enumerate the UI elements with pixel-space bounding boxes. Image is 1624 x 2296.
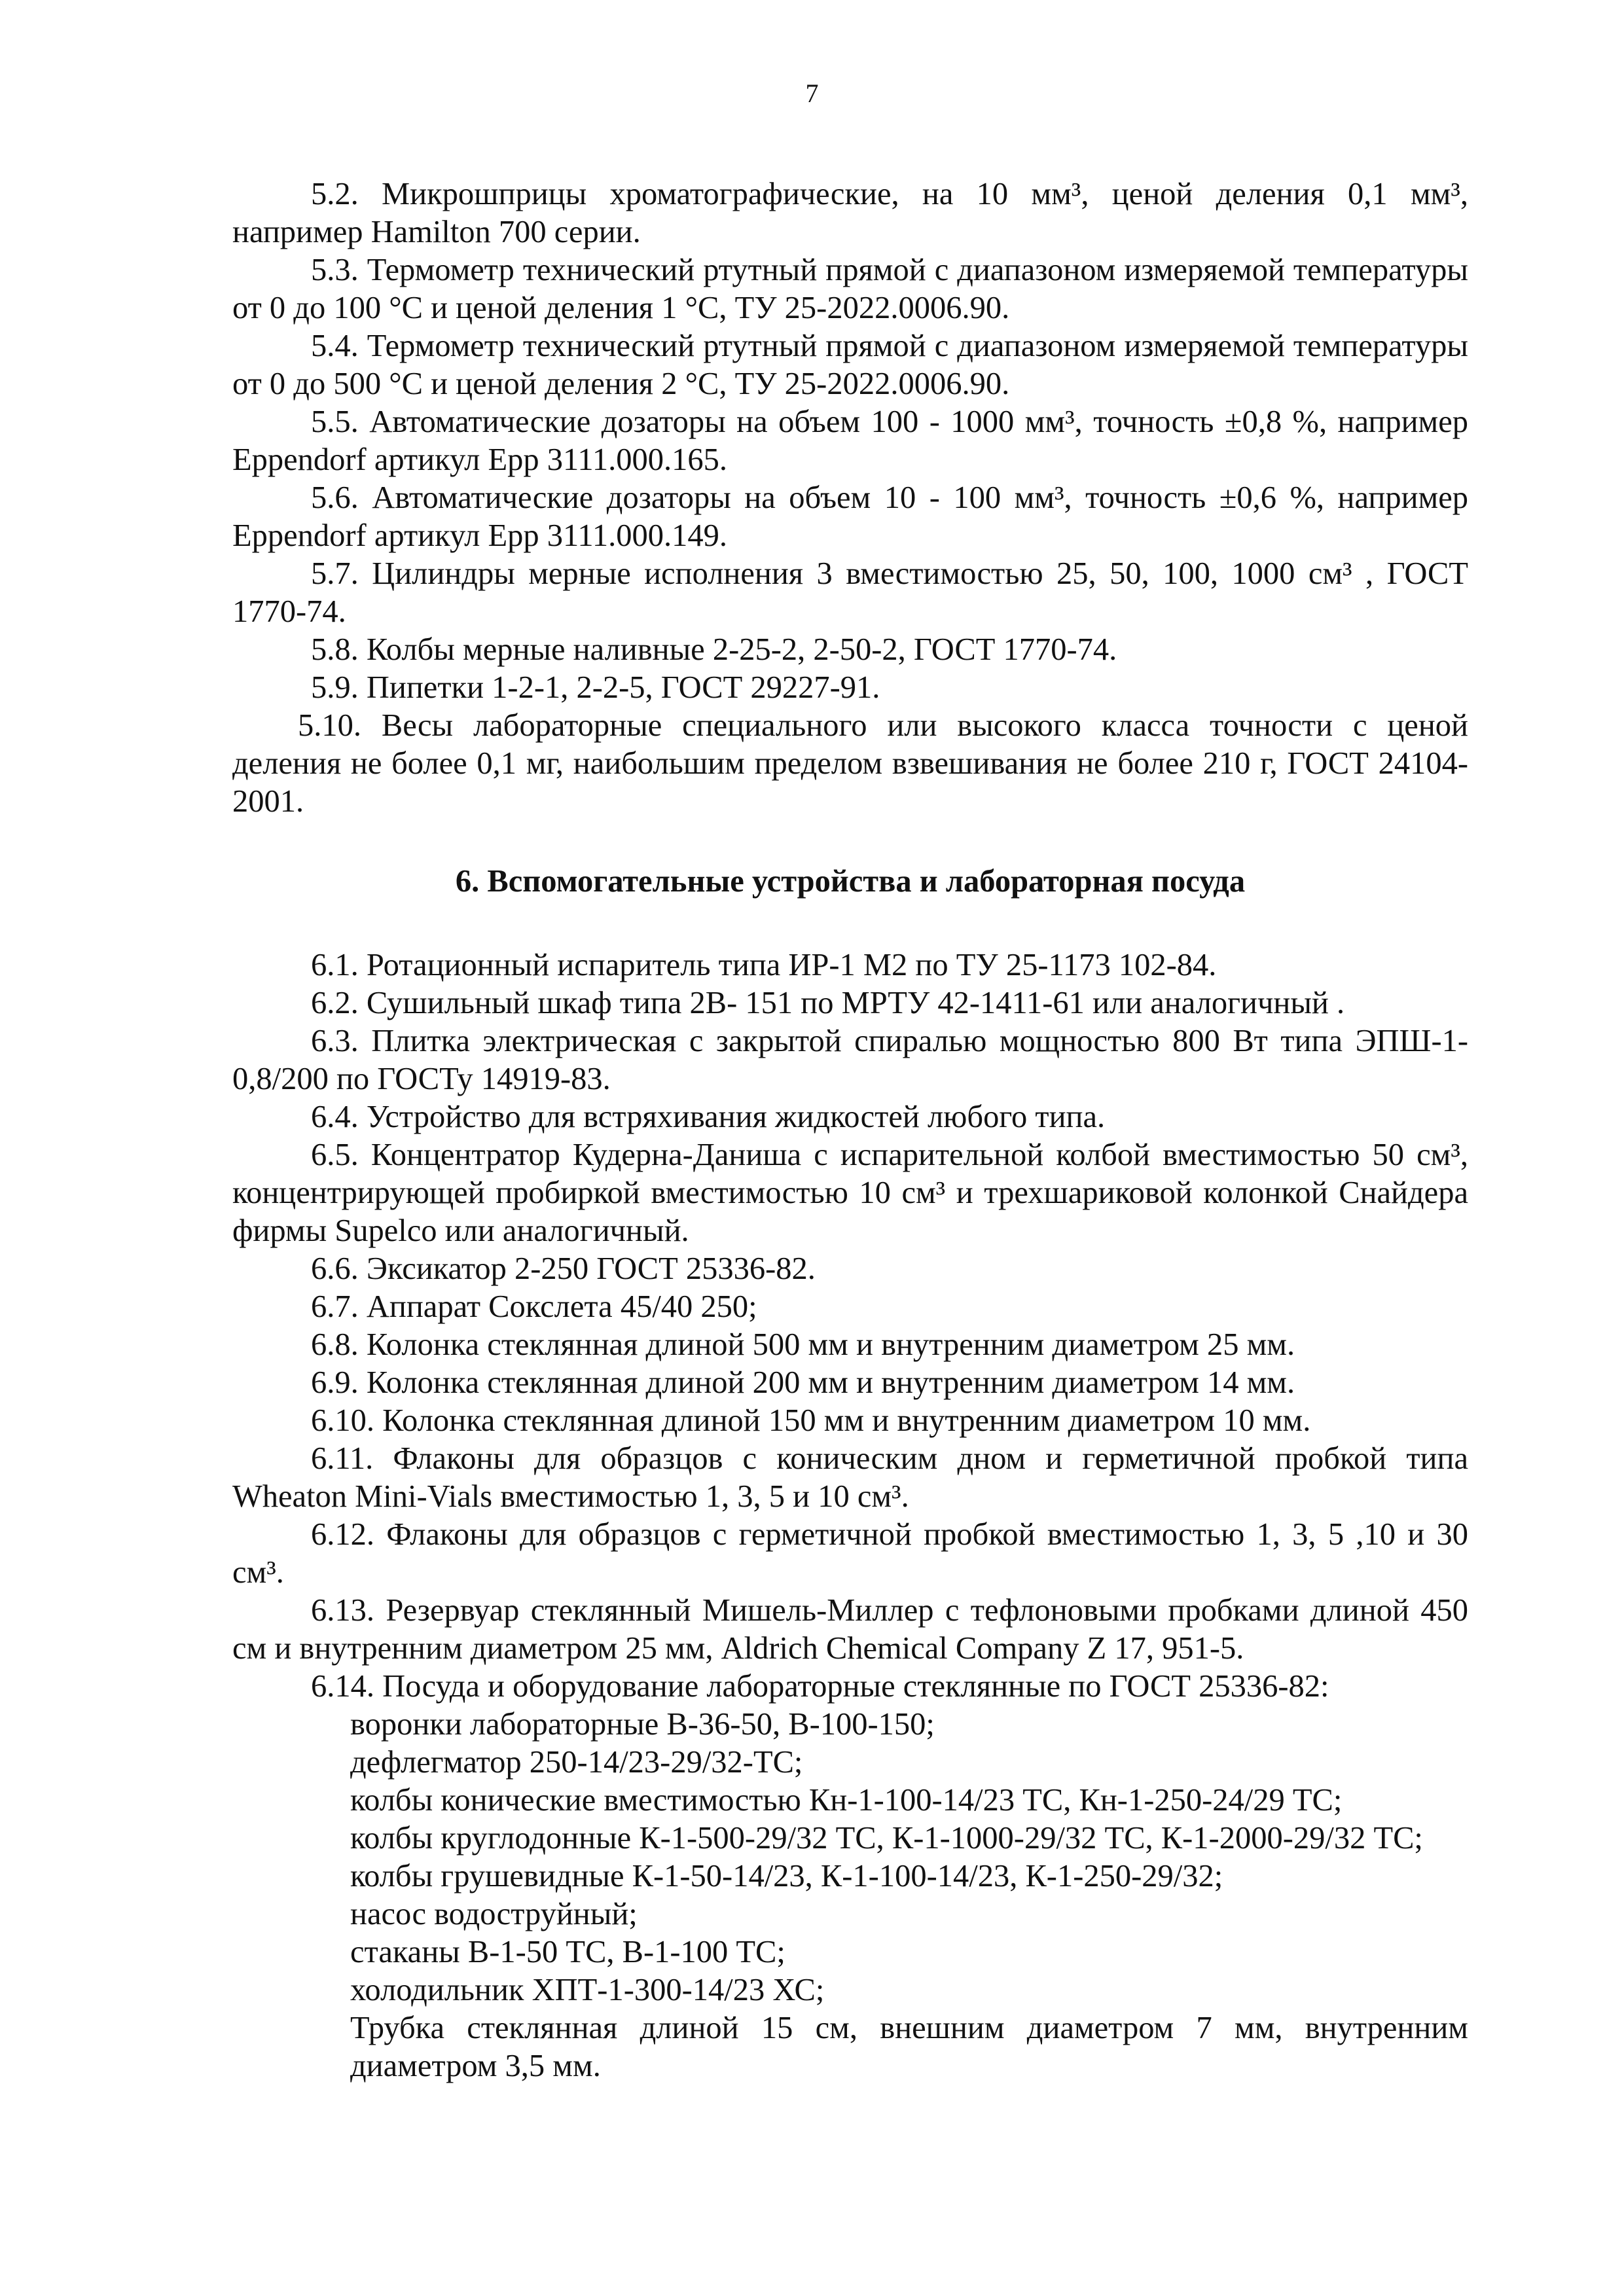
item-6-11: 6.11. Флаконы для образцов с коническим дном и герметичной пробкой типа Wheaton Mini-Vials вместимостью 1, 3, 5 и 10 см³.: [232, 1441, 1468, 1514]
item-6-3: 6.3. Плитка электрическая с закрытой спиралью мощностью 800 Вт типа ЭПШ-1-0,8/200 по ГОСТу 14919-83.: [232, 1024, 1468, 1096]
page-number: 7: [805, 79, 819, 108]
section-5-list: [232, 175, 1468, 821]
item-5-6: 5.6. Автоматические дозаторы на объем 10 - 100 мм³, точность ±0,6 %, например Eppendorf артикул Epp 3111.000.149.: [232, 480, 1468, 553]
item-6-2: 6.2. Сушильный шкаф типа 2В- 151 по МРТУ 42-1411-61 или аналогичный .: [311, 986, 1345, 1020]
item-5-8: 5.8. Колбы мерные наливные 2-25-2, 2-50-2, ГОСТ 1770-74.: [311, 632, 1117, 667]
item-5-5: 5.5. Автоматические дозаторы на объем 100 - 1000 мм³, точность ±0,8 %, например Eppendorf артикул Epp 3111.000.165.: [232, 404, 1468, 477]
glassware-item-condenser: холодильник ХПТ-1-300-14/23 ХС;: [350, 1973, 825, 2007]
glassware-item-glass-tube: Трубка стеклянная длиной 15 см, внешним диаметром 7 мм, внутренним диаметром 3,5 мм.: [350, 2011, 1468, 2083]
glassware-sublist: [232, 1706, 1468, 2085]
glassware-item-water-pump: насос водоструйный;: [350, 1897, 638, 1931]
item-6-10: 6.10. Колонка стеклянная длиной 150 мм и внутренним диаметром 10 мм.: [311, 1403, 1311, 1438]
item-6-8: 6.8. Колонка стеклянная длиной 500 мм и внутренним диаметром 25 мм.: [311, 1327, 1295, 1362]
item-5-9: 5.9. Пипетки 1-2-1, 2-2-5, ГОСТ 29227-91.: [311, 670, 880, 705]
glassware-item-beakers: стаканы В-1-50 ТС, В-1-100 ТС;: [350, 1935, 785, 1969]
item-5-2: 5.2. Микрошприцы хроматографические, на 10 мм³, ценой деления 0,1 мм³, например Hamilton 700 серии.: [232, 177, 1468, 249]
glassware-item-funnels: воронки лабораторные В-36-50, В-100-150;: [350, 1707, 935, 1742]
item-6-5: 6.5. Концентратор Кудерна-Даниша с испарительной колбой вместимостью 50 см³, концентрирующей пробиркой вместимостью 10 см³ и трехшариковой колонкой Снайдера фирмы Supelco или аналогичный.: [232, 1138, 1468, 1248]
glassware-item-dephlegmator: дефлегматор 250-14/23-29/32-ТС;: [350, 1745, 803, 1780]
item-5-3: 5.3. Термометр технический ртутный прямой с диапазоном измеряемой температуры от 0 до 100 °С и ценой деления 1 °С, ТУ 25-2022.0006.90.: [232, 253, 1468, 325]
item-5-7: 5.7. Цилиндры мерные исполнения 3 вместимостью 25, 50, 100, 1000 см³ , ГОСТ 1770-74.: [232, 556, 1468, 629]
item-6-14: 6.14. Посуда и оборудование лабораторные стеклянные по ГОСТ 25336-82:: [311, 1669, 1329, 1704]
section-6-heading: 6. Вспомогательные устройства и лабораторная посуда: [455, 864, 1246, 899]
item-6-12: 6.12. Флаконы для образцов с герметичной пробкой вместимостью 1, 3, 5 ,10 и 30 см³.: [232, 1517, 1468, 1590]
item-6-4: 6.4. Устройство для встряхивания жидкостей любого типа.: [311, 1100, 1106, 1134]
item-6-9: 6.9. Колонка стеклянная длиной 200 мм и внутренним диаметром 14 мм.: [311, 1365, 1295, 1400]
item-6-7: 6.7. Аппарат Сокслета 45/40 250;: [311, 1289, 757, 1324]
glassware-item-round-flasks: колбы круглодонные К-1-500-29/32 ТС, К-1-1000-29/32 ТС, К-1-2000-29/32 ТС;: [350, 1821, 1423, 1856]
section-6-list: [232, 946, 1468, 2085]
item-6-6: 6.6. Эксикатор 2-250 ГОСТ 25336-82.: [311, 1251, 816, 1286]
document-body: [232, 175, 1468, 2085]
glassware-item-pear-flasks: колбы грушевидные К-1-50-14/23, К-1-100-14/23, К-1-250-29/32;: [350, 1859, 1223, 1893]
glassware-item-conical-flasks: колбы конические вместимостью Кн-1-100-14/23 ТС, Кн-1-250-24/29 ТС;: [350, 1783, 1343, 1818]
item-5-10: 5.10. Весы лабораторные специального или высокого класса точности с ценой деления не более 0,1 мг, наибольшим пределом взвешивания не более 210 г, ГОСТ 24104-2001.: [232, 708, 1468, 819]
item-5-4: 5.4. Термометр технический ртутный прямой с диапазоном измеряемой температуры от 0 до 500 °С и ценой деления 2 °С, ТУ 25-2022.0006.90.: [232, 329, 1468, 401]
item-6-13: 6.13. Резервуар стеклянный Мишель-Миллер с тефлоновыми пробками длиной 450 см и внутренним диаметром 25 мм, Aldrich Chemical Company Z 17, 951-5.: [232, 1593, 1468, 1666]
item-6-1: 6.1. Ротационный испаритель типа ИР-1 М2 по ТУ 25-1173 102-84.: [311, 948, 1217, 982]
